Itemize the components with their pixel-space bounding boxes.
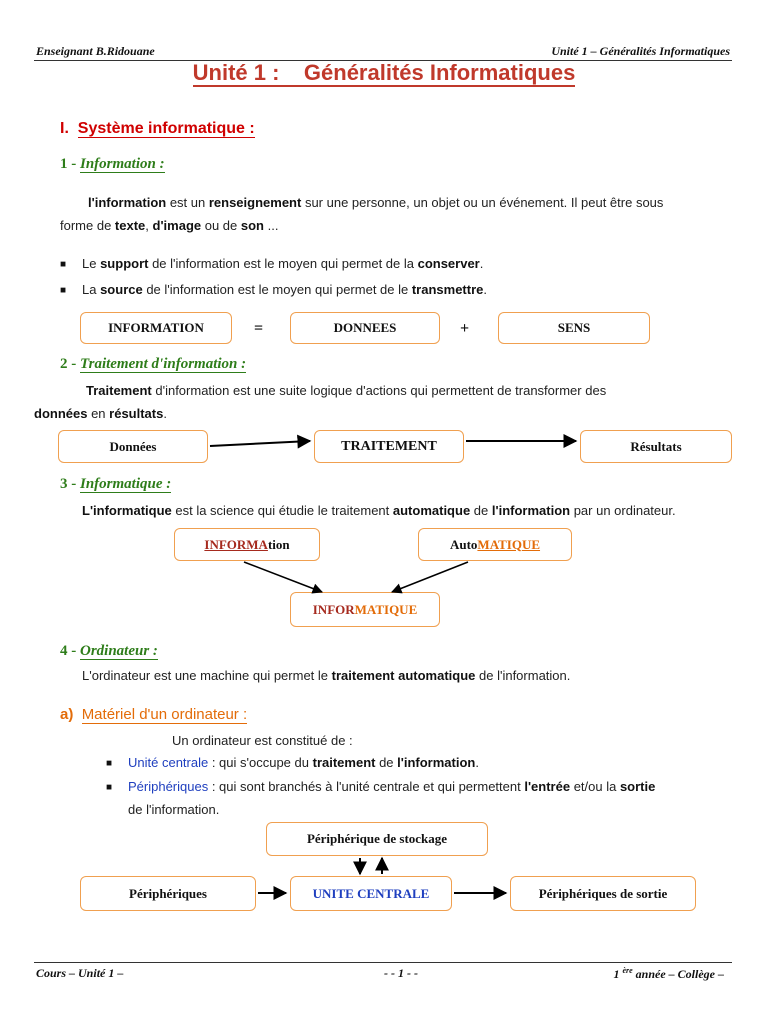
subsection-informatique-heading: 3 - Informatique : bbox=[60, 476, 172, 492]
support-bullet: Le support de l'information est le moyen qui permet de la conserver. bbox=[82, 256, 484, 271]
automatique-word-box: Auto MATIQUE bbox=[418, 528, 572, 561]
traitement-paragraph-line2: données en résultats. bbox=[34, 406, 167, 421]
source-bullet: La source de l'information est le moyen qui permet de le transmettre. bbox=[82, 282, 487, 297]
information-word-box: INFORMA tion bbox=[174, 528, 320, 561]
materiel-intro: Un ordinateur est constitué de : bbox=[172, 733, 353, 748]
header-left: Enseignant B.Ridouane bbox=[36, 44, 155, 58]
materiel-heading: a) Matériel d'un ordinateur : bbox=[60, 706, 248, 723]
unite-centrale-box: UNITE CENTRALE bbox=[290, 876, 452, 911]
information-paragraph-line2: forme de texte, d'image ou de son ... bbox=[60, 218, 279, 233]
information-paragraph: l'information est un renseignement sur une personne, un objet ou un événement. Il peut être sous bbox=[88, 195, 664, 210]
informatique-word-box: INFOR MATIQUE bbox=[290, 592, 440, 627]
resultats-flow-box: Résultats bbox=[580, 430, 732, 463]
information-box: INFORMATION bbox=[80, 312, 232, 344]
bullet-icon: ■ bbox=[60, 259, 67, 270]
bullet-icon: ■ bbox=[106, 782, 113, 793]
donnees-box: DONNEES bbox=[290, 312, 440, 344]
footer-rule bbox=[34, 962, 732, 963]
page-title: Unité 1 : Généralités Informatiques bbox=[192, 60, 576, 85]
peripheriques-sortie-box: Périphériques de sortie bbox=[510, 876, 696, 911]
peripheriques-bullet-line2: de l'information. bbox=[128, 802, 220, 817]
subsection-traitement-heading: 2 - Traitement d'information : bbox=[60, 356, 247, 372]
arrow-donnees-traitement bbox=[210, 441, 310, 446]
donnees-flow-box: Données bbox=[58, 430, 208, 463]
sens-box: SENS bbox=[498, 312, 650, 344]
bullet-icon: ■ bbox=[106, 758, 113, 769]
traitement-paragraph: Traitement d'information est une suite logique d'actions qui permettent de transformer des bbox=[86, 383, 607, 398]
arrow-information-informatique bbox=[244, 562, 322, 592]
section-1-heading: I. Système informatique : bbox=[60, 120, 255, 137]
peripherique-stockage-box: Périphérique de stockage bbox=[266, 822, 488, 856]
peripheriques-entree-box: Périphériques bbox=[80, 876, 256, 911]
footer-right: 1 $^{ère}$ année – Collège – bbox=[613, 966, 724, 981]
subsection-information-heading: 1 - Information : bbox=[60, 156, 165, 172]
peripheriques-bullet: Périphériques : qui sont branchés à l'unité centrale et qui permettent l'entrée et/ou la sortie bbox=[128, 779, 656, 794]
informatique-paragraph: L'informatique est la science qui étudie le traitement automatique de l'information par un ordinateur. bbox=[82, 503, 676, 518]
traitement-flow-box: TRAITEMENT bbox=[314, 430, 464, 463]
bullet-icon: ■ bbox=[60, 285, 67, 296]
subsection-ordinateur-heading: 4 - Ordinateur : bbox=[60, 643, 158, 659]
plus-sign: + bbox=[460, 320, 470, 337]
arrow-automatique-informatique bbox=[392, 562, 468, 592]
equals-sign: = bbox=[254, 320, 264, 337]
page-number: - - 1 - - bbox=[384, 966, 418, 980]
unite-centrale-bullet: Unité centrale : qui s'occupe du traitement de l'information. bbox=[128, 755, 479, 770]
ordinateur-paragraph: L'ordinateur est une machine qui permet le traitement automatique de l'information. bbox=[82, 668, 571, 683]
header-right: Unité 1 – Généralités Informatiques bbox=[551, 44, 730, 58]
footer-left: Cours – Unité 1 – bbox=[36, 966, 124, 980]
